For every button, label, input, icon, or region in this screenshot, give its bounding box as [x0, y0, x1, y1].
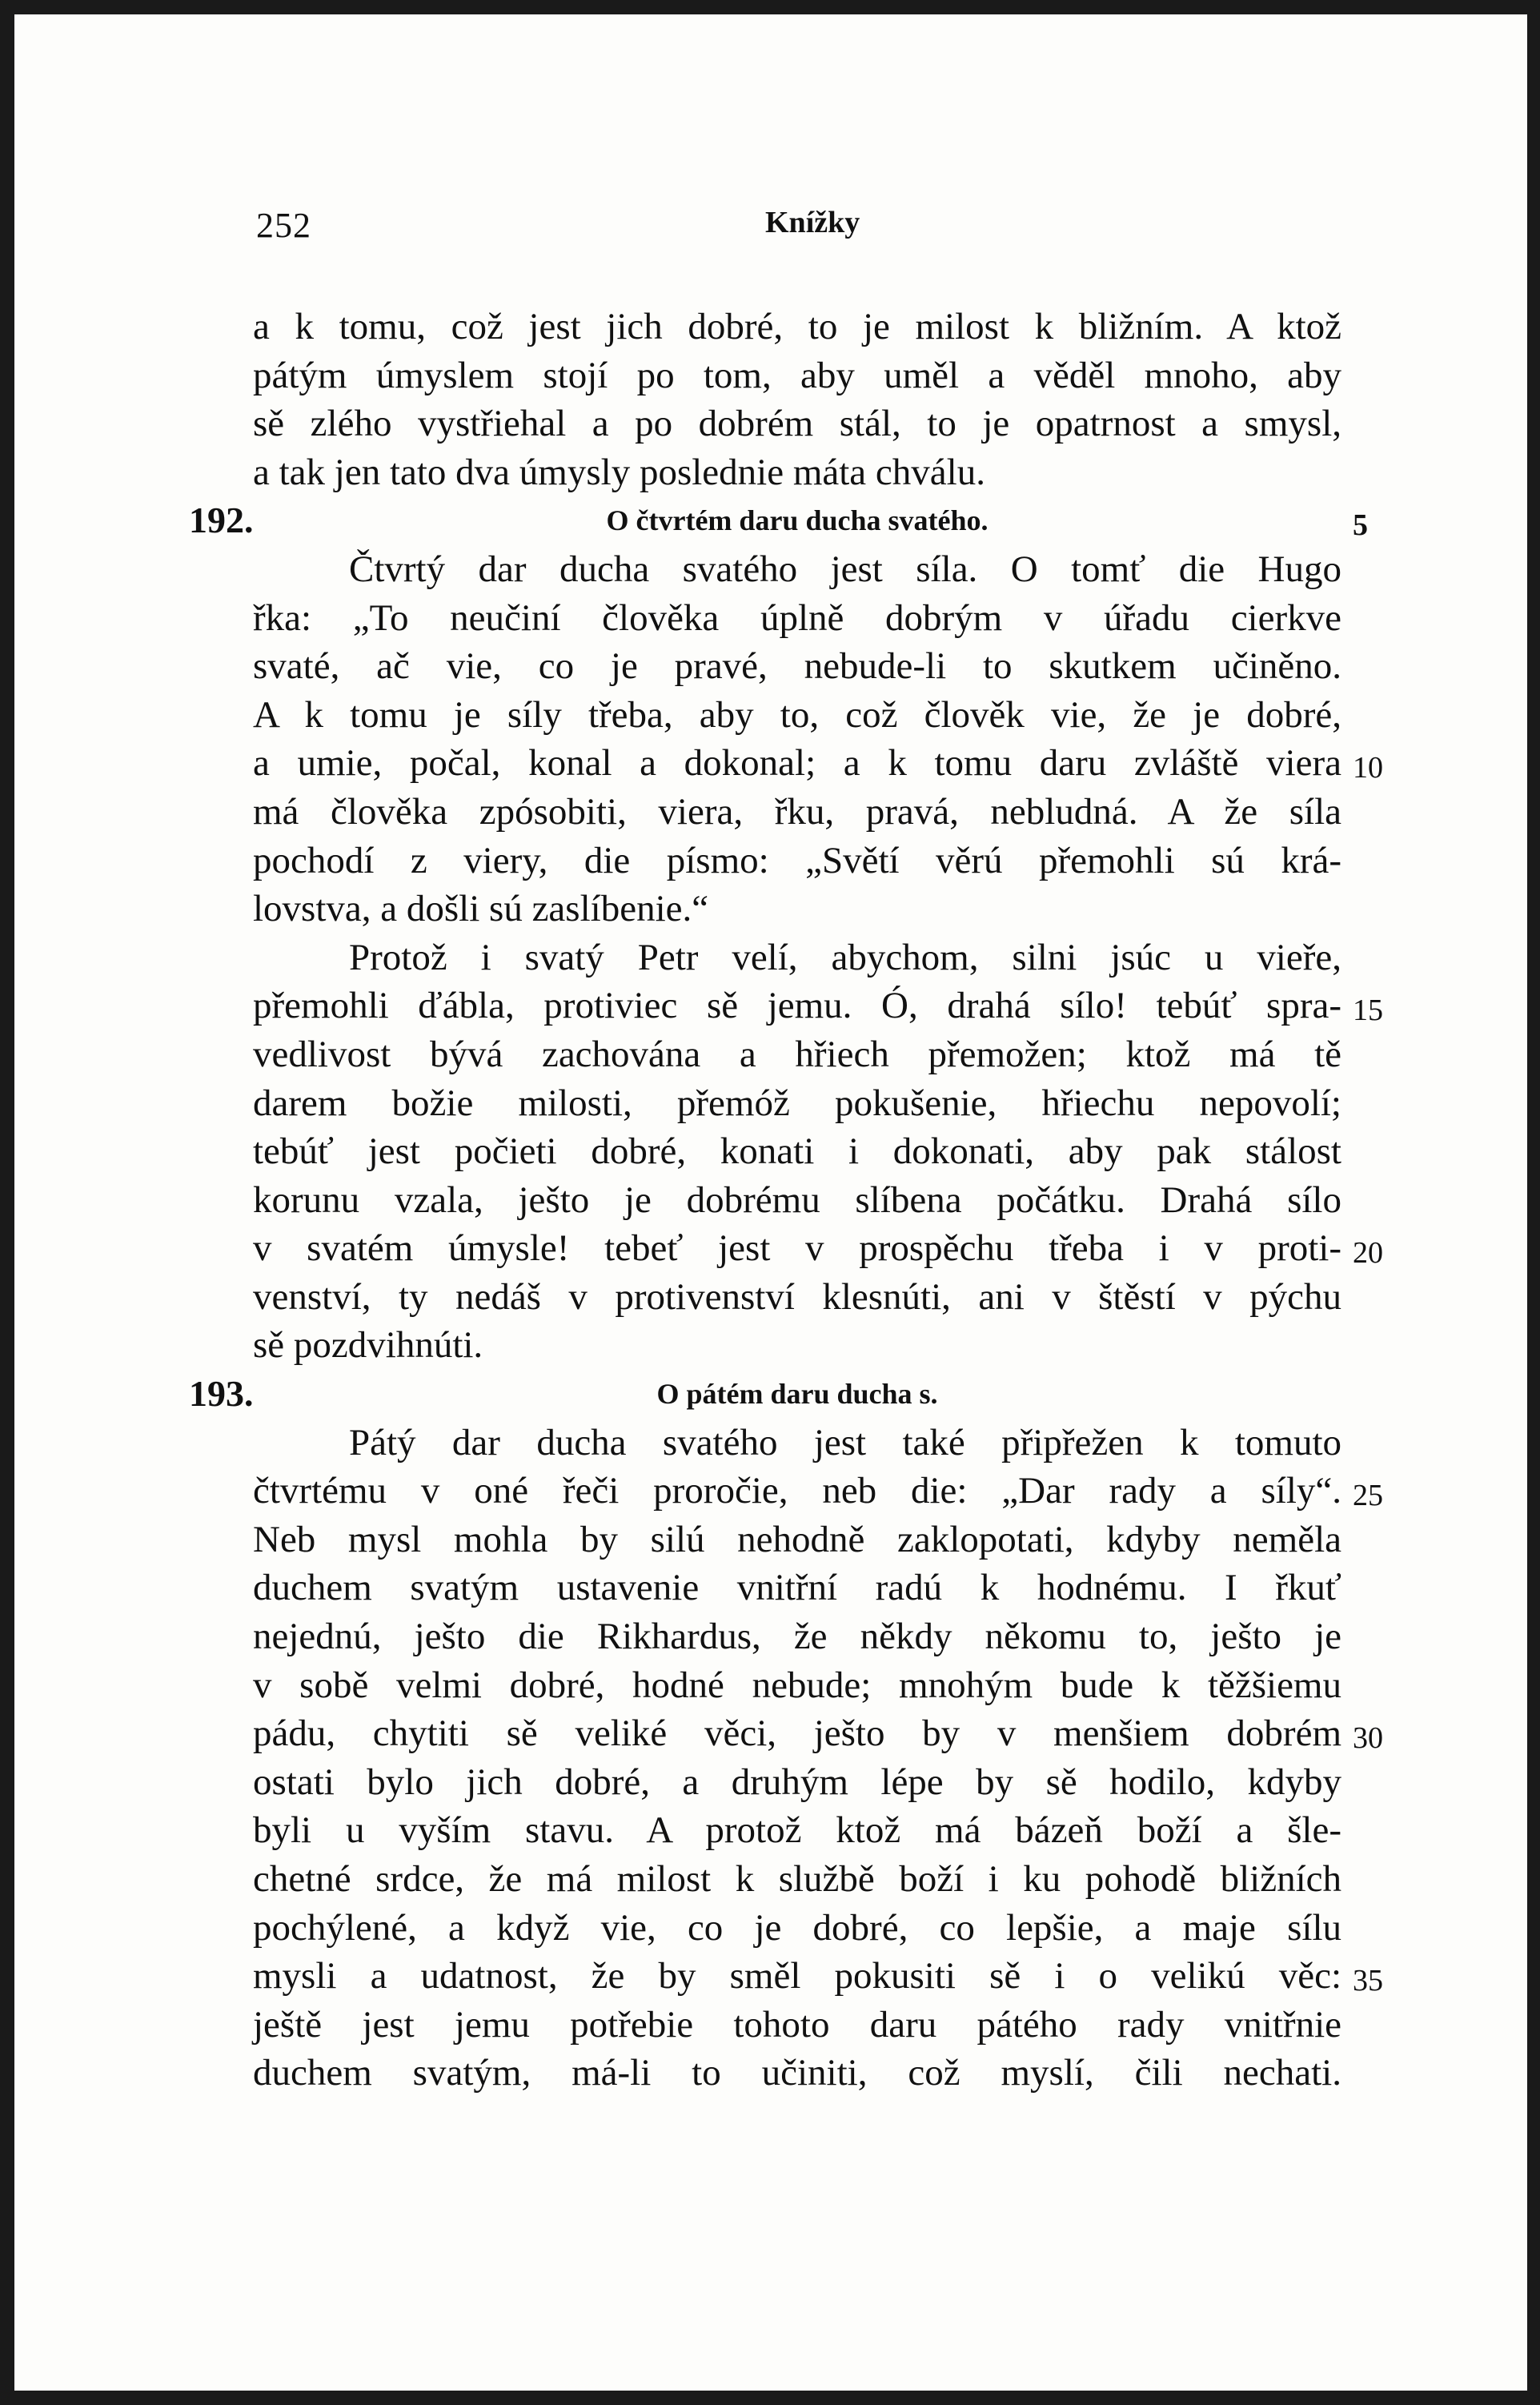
- line-text: Neb mysl mohla by silú nehodně zaklopotati, kdyby neměla: [253, 1518, 1341, 1560]
- line-text: sě pozdvihnúti.: [253, 1324, 483, 1367]
- line-text: ještě jest jemu potřebie tohoto daru pátého rady vnitřnie: [253, 2003, 1341, 2046]
- text-line: [253, 399, 1341, 448]
- text-line: [253, 1904, 1341, 1953]
- text-line: [253, 788, 1341, 837]
- text-line: [253, 1758, 1341, 1807]
- line-text: Čtvrtý dar ducha svatého jest síla. O tomť die Hugo: [349, 548, 1341, 590]
- text-line: [253, 885, 1341, 933]
- line-text: řka: „To neučiní člověka úplně dobrým v úřadu cierkve: [253, 596, 1341, 639]
- line-text: A k tomu je síly třeba, aby to, což člověk vie, že je dobré,: [253, 693, 1341, 736]
- line-text: přemohli ďábla, protiviec sě jemu. Ó, drahá sílo! tebúť spra-: [253, 985, 1341, 1027]
- line-text: korunu vzala, ješto je dobrému slíbena počátku. Drahá sílo: [253, 1178, 1341, 1221]
- text-line: [253, 1127, 1341, 1176]
- line-text: a tak jen tato dva úmysly poslednie máta chválu.: [253, 451, 985, 493]
- section-heading: [189, 1370, 1341, 1419]
- text-line: [253, 351, 1341, 400]
- page-number: 252: [256, 206, 311, 245]
- text-line: [253, 1321, 1341, 1370]
- line-text: lovstva, a došli sú zaslíbenie.“: [253, 888, 709, 930]
- line-number: 15: [1353, 994, 1383, 1028]
- heading-text: O čtvrtém daru ducha svatého.: [606, 504, 989, 537]
- line-number: 10: [1353, 751, 1383, 785]
- section-heading: [189, 496, 1368, 545]
- line-text: pochodí z viery, die písmo: „Světí věrú přemohli sú krá-: [253, 839, 1341, 881]
- text-line: [253, 933, 1341, 982]
- text-line: [253, 837, 1341, 885]
- line-text: sě zlého vystřiehal a po dobrém stál, to je opatrnost a smysl,: [253, 403, 1341, 445]
- line-number: 20: [1353, 1236, 1383, 1271]
- text-line: [253, 1516, 1341, 1564]
- line-text: venství, ty nedáš v protivenství klesnúti, ani v štěstí v pýchu: [253, 1275, 1341, 1318]
- text-line: [253, 448, 1341, 497]
- text-line: [253, 545, 1341, 594]
- text-line: [253, 1079, 1341, 1128]
- line-text: duchem svatým, má-li to učiniti, což myslí, čili nechati.: [253, 2052, 1341, 2094]
- line-text: darem božie milosti, přemóž pokušenie, hřiechu nepovolí;: [253, 1082, 1341, 1124]
- text-line: [253, 1224, 1383, 1273]
- text-line: [253, 1612, 1341, 1661]
- text-line: [253, 1661, 1341, 1710]
- line-text: v svatém úmysle! tebeť jest v prospěchu třeba i v proti-: [253, 1227, 1341, 1270]
- text-line: [253, 1952, 1383, 2001]
- text-line: [253, 1564, 1341, 1612]
- line-text: chetné srdce, že má milost k službě boží i ku pohodě bližních: [253, 1858, 1341, 1900]
- line-text: Pátý dar ducha svatého jest také připřežen k tomuto: [349, 1421, 1341, 1463]
- text-line: [253, 1419, 1341, 1467]
- line-text: ostati bylo jich dobré, a druhým lépe by sě hodilo, kdyby: [253, 1761, 1341, 1803]
- text-line: [253, 1273, 1341, 1322]
- book-page: [14, 14, 1527, 2391]
- line-text: pádu, chytiti sě veliké věci, ješto by v menšiem dobrém: [253, 1712, 1341, 1755]
- line-number: 25: [1353, 1479, 1383, 1513]
- line-text: tebúť jest počieti dobré, konati i dokonati, aby pak stálost: [253, 1130, 1341, 1173]
- running-title: Knížky: [765, 206, 860, 239]
- line-text: v sobě velmi dobré, hodné nebude; mnohým bude k těžšiemu: [253, 1664, 1341, 1706]
- text-line: [253, 303, 1341, 351]
- text-line: [253, 2049, 1341, 2098]
- section-number: 192.: [189, 500, 254, 541]
- text-line: [253, 2001, 1341, 2050]
- line-text: pátým úmyslem stojí po tom, aby uměl a věděl mnoho, aby: [253, 354, 1341, 396]
- text-body: [189, 303, 1383, 2098]
- text-line: [253, 691, 1341, 740]
- line-text: duchem svatým ustavenie vnitřní radú k hodnému. I řkuť: [253, 1567, 1341, 1609]
- line-text: mysli a udatnost, že by směl pokusiti sě i o velikú věc:: [253, 1955, 1341, 1997]
- line-text: nejednú, ješto die Rikhardus, že někdy někomu to, ješto je: [253, 1616, 1341, 1658]
- line-text: a k tomu, což jest jich dobré, to je milost k bližním. A ktož: [253, 306, 1341, 347]
- heading-text: O pátém daru ducha s.: [656, 1378, 938, 1411]
- line-text: pochýlené, a když vie, co je dobré, co lepšie, a maje sílu: [253, 1906, 1341, 1949]
- text-line: [253, 1709, 1383, 1758]
- text-line: [253, 594, 1341, 643]
- section-number: 193.: [189, 1373, 254, 1415]
- line-number: 35: [1353, 1964, 1383, 1998]
- line-text: čtvrtému v oné řeči proročie, neb die: „Dar rady a síly“.: [253, 1470, 1341, 1512]
- text-line: [253, 1467, 1383, 1516]
- page-header: [14, 205, 1527, 253]
- line-text: vedlivost bývá zachována a hřiech přemožen; ktož má tě: [253, 1033, 1341, 1075]
- line-text: a umie, počal, konal a dokonal; a k tomu daru zvláště viera: [253, 742, 1341, 785]
- text-line: [253, 1176, 1341, 1225]
- text-line: [253, 1030, 1341, 1079]
- text-line: [253, 982, 1383, 1030]
- line-text: má člověka zpósobiti, viera, řku, pravá, nebludná. A že síla: [253, 790, 1341, 833]
- text-line: [253, 739, 1383, 788]
- line-text: byli u vyším stavu. A protož ktož má bázeň boží a šle-: [253, 1809, 1341, 1852]
- line-number: 5: [1353, 508, 1368, 543]
- text-line: [253, 642, 1341, 691]
- text-line: [253, 1806, 1341, 1855]
- line-text: svaté, ač vie, co je pravé, nebude-li to skutkem učiněno.: [253, 645, 1341, 688]
- line-number: 30: [1353, 1721, 1383, 1756]
- text-line: [253, 1855, 1341, 1904]
- line-text: Protož i svatý Petr velí, abychom, silni jsúc u vieře,: [349, 936, 1341, 978]
